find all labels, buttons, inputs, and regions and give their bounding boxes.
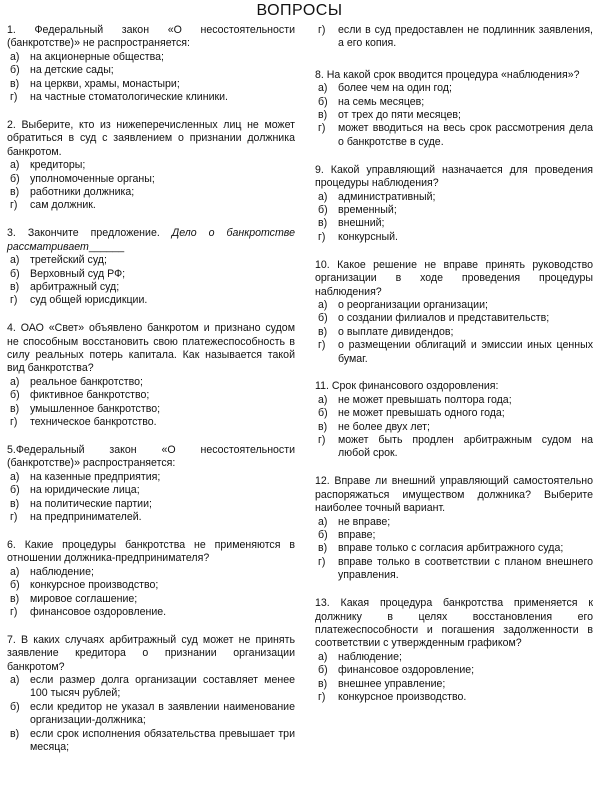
option-letter: б) xyxy=(318,203,328,216)
question-prompt: 12. Вправе ли внешний управляющий самостоятельно распоряжаться имуществом должника? Выберите наиболее точный вариант. xyxy=(315,475,593,515)
question-prompt: 11. Срок финансового оздоровления: xyxy=(315,380,499,393)
option-text: не может превышать полтора года; xyxy=(338,393,512,406)
option-text: от трех до пяти месяцев; xyxy=(338,109,461,122)
answer-option xyxy=(315,678,593,691)
option-text: финансовое оздоровление; xyxy=(338,664,475,677)
question-text xyxy=(315,380,593,393)
option-text: если кредитор не указал в заявлении наименование организации-должника; xyxy=(30,700,295,727)
question-block xyxy=(315,597,593,704)
answer-option xyxy=(7,186,295,199)
answer-option xyxy=(315,204,593,217)
option-text: может быть продлен арбитражным судом на любой срок. xyxy=(338,434,593,460)
answer-option xyxy=(315,312,593,325)
question-text xyxy=(7,444,295,471)
answer-option xyxy=(315,339,593,366)
answer-option xyxy=(7,51,295,64)
right-column xyxy=(315,24,593,719)
left-column xyxy=(7,24,295,769)
question-block xyxy=(315,24,593,51)
answer-option xyxy=(315,664,593,677)
option-letter: в) xyxy=(318,325,328,338)
option-letter: в) xyxy=(318,217,328,230)
answer-option xyxy=(315,299,593,312)
answer-option xyxy=(315,651,593,664)
question-text xyxy=(315,597,593,651)
question-block xyxy=(7,322,295,429)
question-prompt: 9. Какой управляющий назначается для проведения процедуры наблюдения? xyxy=(315,163,593,190)
option-text: конкурсное производство. xyxy=(338,690,467,703)
option-letter: б) xyxy=(318,407,328,420)
question-prompt: 7. В каких случаях арбитражный суд может не принять заявление кредитора о признании организации банкротом? xyxy=(7,633,295,673)
option-letter: а) xyxy=(318,298,328,311)
page-title: ВОПРОСЫ xyxy=(256,2,343,19)
option-letter: б) xyxy=(10,389,20,402)
option-letter: б) xyxy=(10,700,20,713)
option-text: если размер долга организации составляет менее 100 тысяч рублей; xyxy=(30,674,295,700)
option-text: внешний; xyxy=(338,217,385,230)
question-block xyxy=(7,24,295,104)
option-text: о размещении облигаций и эмиссии иных ценных бумаг. xyxy=(338,339,593,365)
option-letter: б) xyxy=(318,529,328,541)
answer-option xyxy=(7,593,295,606)
answer-option xyxy=(7,606,295,619)
answer-option xyxy=(7,511,295,524)
question-text xyxy=(7,322,295,376)
option-text: административный; xyxy=(338,190,436,203)
answer-option xyxy=(315,122,593,149)
option-text: если срок исполнения обязательства превышает три месяца; xyxy=(30,727,295,754)
option-text: на семь месяцев; xyxy=(338,95,425,108)
option-text: о реорганизации организации; xyxy=(338,298,488,311)
answer-option xyxy=(315,191,593,204)
option-text: мировое соглашение; xyxy=(30,592,138,605)
option-letter: г) xyxy=(318,230,326,243)
option-letter: а) xyxy=(10,375,20,388)
option-letter: б) xyxy=(318,664,328,677)
question-text xyxy=(7,119,295,159)
option-text: на детские сады; xyxy=(30,64,114,77)
option-text: на предпринимателей. xyxy=(30,511,142,523)
option-text: арбитражный суд; xyxy=(30,280,120,293)
option-text: внешнее управление; xyxy=(338,677,446,690)
answer-option xyxy=(7,403,295,416)
option-letter: б) xyxy=(10,579,20,592)
option-letter: б) xyxy=(10,172,20,185)
question-block xyxy=(315,164,593,244)
answer-option xyxy=(315,421,593,434)
option-text: может вводиться на весь срок рассмотрения дела о банкротстве в суде. xyxy=(338,122,593,148)
answer-option xyxy=(315,394,593,407)
question-prompt: 2. Выберите, кто из нижеперечисленных лиц не может обратиться в суд с заявлением о признании должника банкротом. xyxy=(7,118,295,158)
option-letter: а) xyxy=(318,650,328,663)
option-text: вправе; xyxy=(338,529,376,541)
answer-option xyxy=(315,516,593,529)
question-prompt: 4. ОАО «Свет» объявлено банкротом и признано судом не способным восстановить свою платежеспособность в силу реальных потерь капитала. Как называется такой вид банкротства? xyxy=(7,322,295,375)
option-text: на политические партии; xyxy=(30,497,152,510)
option-letter: г) xyxy=(10,199,18,212)
question-prompt: 10. Какое решение не вправе принять руководство организации в ходе проведения процедуры наблюдения? xyxy=(315,258,593,298)
option-text: суд общей юрисдикции. xyxy=(30,294,148,307)
option-letter: в) xyxy=(10,497,20,510)
option-text: работники должника; xyxy=(30,185,135,198)
option-letter: а) xyxy=(10,159,20,172)
question-block xyxy=(7,119,295,213)
option-letter: г) xyxy=(10,416,18,429)
question-prompt: 3. Закончите предложение. xyxy=(7,227,160,240)
option-letter: в) xyxy=(10,280,20,293)
option-letter: г) xyxy=(10,91,18,104)
option-text: наблюдение; xyxy=(30,565,94,578)
option-letter: г) xyxy=(10,511,18,523)
answer-option xyxy=(7,389,295,402)
question-prompt: 5.Федеральный закон «О несостоятельности (банкротстве)» распространяется: xyxy=(7,443,295,470)
option-letter: в) xyxy=(318,420,328,433)
answer-option xyxy=(7,159,295,172)
option-text: вправе только в соответствии с планом внешнего управления. xyxy=(338,555,593,582)
question-text xyxy=(7,634,295,674)
option-letter: б) xyxy=(10,267,20,280)
option-text: уполномоченные органы; xyxy=(30,172,155,185)
option-letter: г) xyxy=(318,690,326,703)
option-letter: а) xyxy=(10,470,20,483)
option-letter: а) xyxy=(318,190,328,203)
option-letter: а) xyxy=(318,515,328,528)
answer-option xyxy=(315,24,593,51)
answer-option xyxy=(7,498,295,511)
answer-option xyxy=(7,281,295,294)
answer-option xyxy=(315,556,593,583)
question-text xyxy=(7,24,295,51)
question-text xyxy=(315,164,593,191)
option-letter: г) xyxy=(318,434,326,447)
answer-option xyxy=(315,407,593,420)
answer-option xyxy=(7,294,295,307)
option-text: кредиторы; xyxy=(30,159,86,172)
option-letter: а) xyxy=(10,50,20,63)
answer-blank: ______ xyxy=(88,240,125,253)
option-text: не более двух лет; xyxy=(338,420,430,433)
option-letter: в) xyxy=(318,677,328,690)
option-text: реальное банкротство; xyxy=(30,375,143,388)
answer-option xyxy=(7,579,295,592)
answer-option xyxy=(315,542,593,555)
option-letter: г) xyxy=(10,605,18,618)
question-prompt: 13. Какая процедура банкротства применяется к должнику в целях восстановления его платежеспособности и погашения задолженности в соответствии с утвержденным графиком? xyxy=(315,597,593,650)
answer-option xyxy=(7,268,295,281)
answer-option xyxy=(7,199,295,212)
option-text: умышленное банкротство; xyxy=(30,402,161,415)
answer-option xyxy=(315,96,593,109)
question-block xyxy=(315,69,593,149)
option-letter: г) xyxy=(318,24,326,36)
question-block xyxy=(7,539,295,619)
option-text: наблюдение; xyxy=(338,650,402,663)
option-letter: в) xyxy=(10,727,20,740)
answer-option xyxy=(7,254,295,267)
option-letter: г) xyxy=(10,294,18,307)
option-letter: б) xyxy=(318,312,328,325)
question-block xyxy=(7,227,295,307)
question-text xyxy=(315,475,593,515)
option-text: техническое банкротство. xyxy=(30,416,157,429)
option-letter: г) xyxy=(318,555,326,568)
option-letter: в) xyxy=(10,185,20,198)
option-letter: в) xyxy=(10,592,20,605)
answer-option xyxy=(7,91,295,104)
answer-option xyxy=(315,691,593,704)
option-text: на юридические лица; xyxy=(30,484,140,497)
answer-option xyxy=(7,566,295,579)
option-text: третейский суд; xyxy=(30,254,107,267)
option-text: вправе только с согласия арбитражного суда; xyxy=(338,542,564,555)
answer-option xyxy=(315,434,593,461)
option-text: фиктивное банкротство; xyxy=(30,389,150,402)
option-letter: в) xyxy=(10,77,20,90)
answer-option xyxy=(7,484,295,497)
answer-option xyxy=(315,326,593,339)
option-text: финансовое оздоровление. xyxy=(30,605,167,618)
question-prompt-italic: Дело о банкротстве рассматривает xyxy=(7,227,295,253)
option-text: не может превышать одного года; xyxy=(338,407,505,420)
option-text: временный; xyxy=(338,203,397,216)
option-text: если в суд предоставлен не подлинник заявления, а его копия. xyxy=(338,24,593,50)
answer-option xyxy=(7,471,295,484)
option-text: сам должник. xyxy=(30,199,96,212)
question-prompt: 1. Федеральный закон «О несостоятельности (банкротстве)» не распространяется: xyxy=(7,24,295,50)
option-letter: а) xyxy=(318,82,328,95)
answer-option xyxy=(7,701,295,728)
option-letter: в) xyxy=(10,402,20,415)
option-text: на частные стоматологические клиники. xyxy=(30,91,228,104)
question-block xyxy=(315,475,593,582)
question-text xyxy=(7,539,295,566)
option-text: о создании филиалов и представительств; xyxy=(338,312,550,325)
option-letter: в) xyxy=(318,542,328,555)
option-text: не вправе; xyxy=(338,515,391,528)
option-letter: а) xyxy=(10,254,20,267)
answer-option xyxy=(7,728,295,755)
option-text: более чем на один год; xyxy=(338,82,452,95)
question-prompt: 6. Какие процедуры банкротства не применяются в отношении должника-предпринимателя? xyxy=(7,538,295,565)
option-text: на казенные предприятия; xyxy=(30,470,161,483)
answer-option xyxy=(315,217,593,230)
option-letter: г) xyxy=(318,122,326,135)
answer-option xyxy=(7,416,295,429)
question-block xyxy=(315,380,593,460)
option-letter: а) xyxy=(10,565,20,578)
option-text: Верховный суд РФ; xyxy=(30,267,126,280)
option-letter: г) xyxy=(318,339,326,352)
answer-option xyxy=(315,109,593,122)
option-letter: а) xyxy=(318,393,328,406)
option-letter: б) xyxy=(10,484,20,497)
question-text xyxy=(7,227,295,254)
option-text: о выплате дивидендов; xyxy=(338,325,454,338)
question-block xyxy=(315,259,593,366)
answer-option xyxy=(315,82,593,95)
option-letter: в) xyxy=(318,109,328,122)
question-prompt: 8. На какой срок вводится процедура «наблюдения»? xyxy=(315,68,580,81)
answer-option xyxy=(7,78,295,91)
option-text: на акционерные общества; xyxy=(30,50,164,63)
answer-option xyxy=(7,376,295,389)
option-text: на церкви, храмы, монастыри; xyxy=(30,77,180,90)
option-text: конкурсный. xyxy=(338,230,398,243)
answer-option xyxy=(7,674,295,701)
answer-option xyxy=(7,173,295,186)
question-text xyxy=(315,69,593,82)
option-letter: а) xyxy=(10,674,20,687)
answer-option xyxy=(7,64,295,77)
question-block xyxy=(7,634,295,755)
question-text xyxy=(315,259,593,299)
option-letter: б) xyxy=(318,95,328,108)
answer-option xyxy=(315,231,593,244)
question-block xyxy=(7,444,295,524)
option-letter: б) xyxy=(10,64,20,77)
option-text: конкурсное производство; xyxy=(30,579,159,592)
answer-option xyxy=(315,529,593,542)
